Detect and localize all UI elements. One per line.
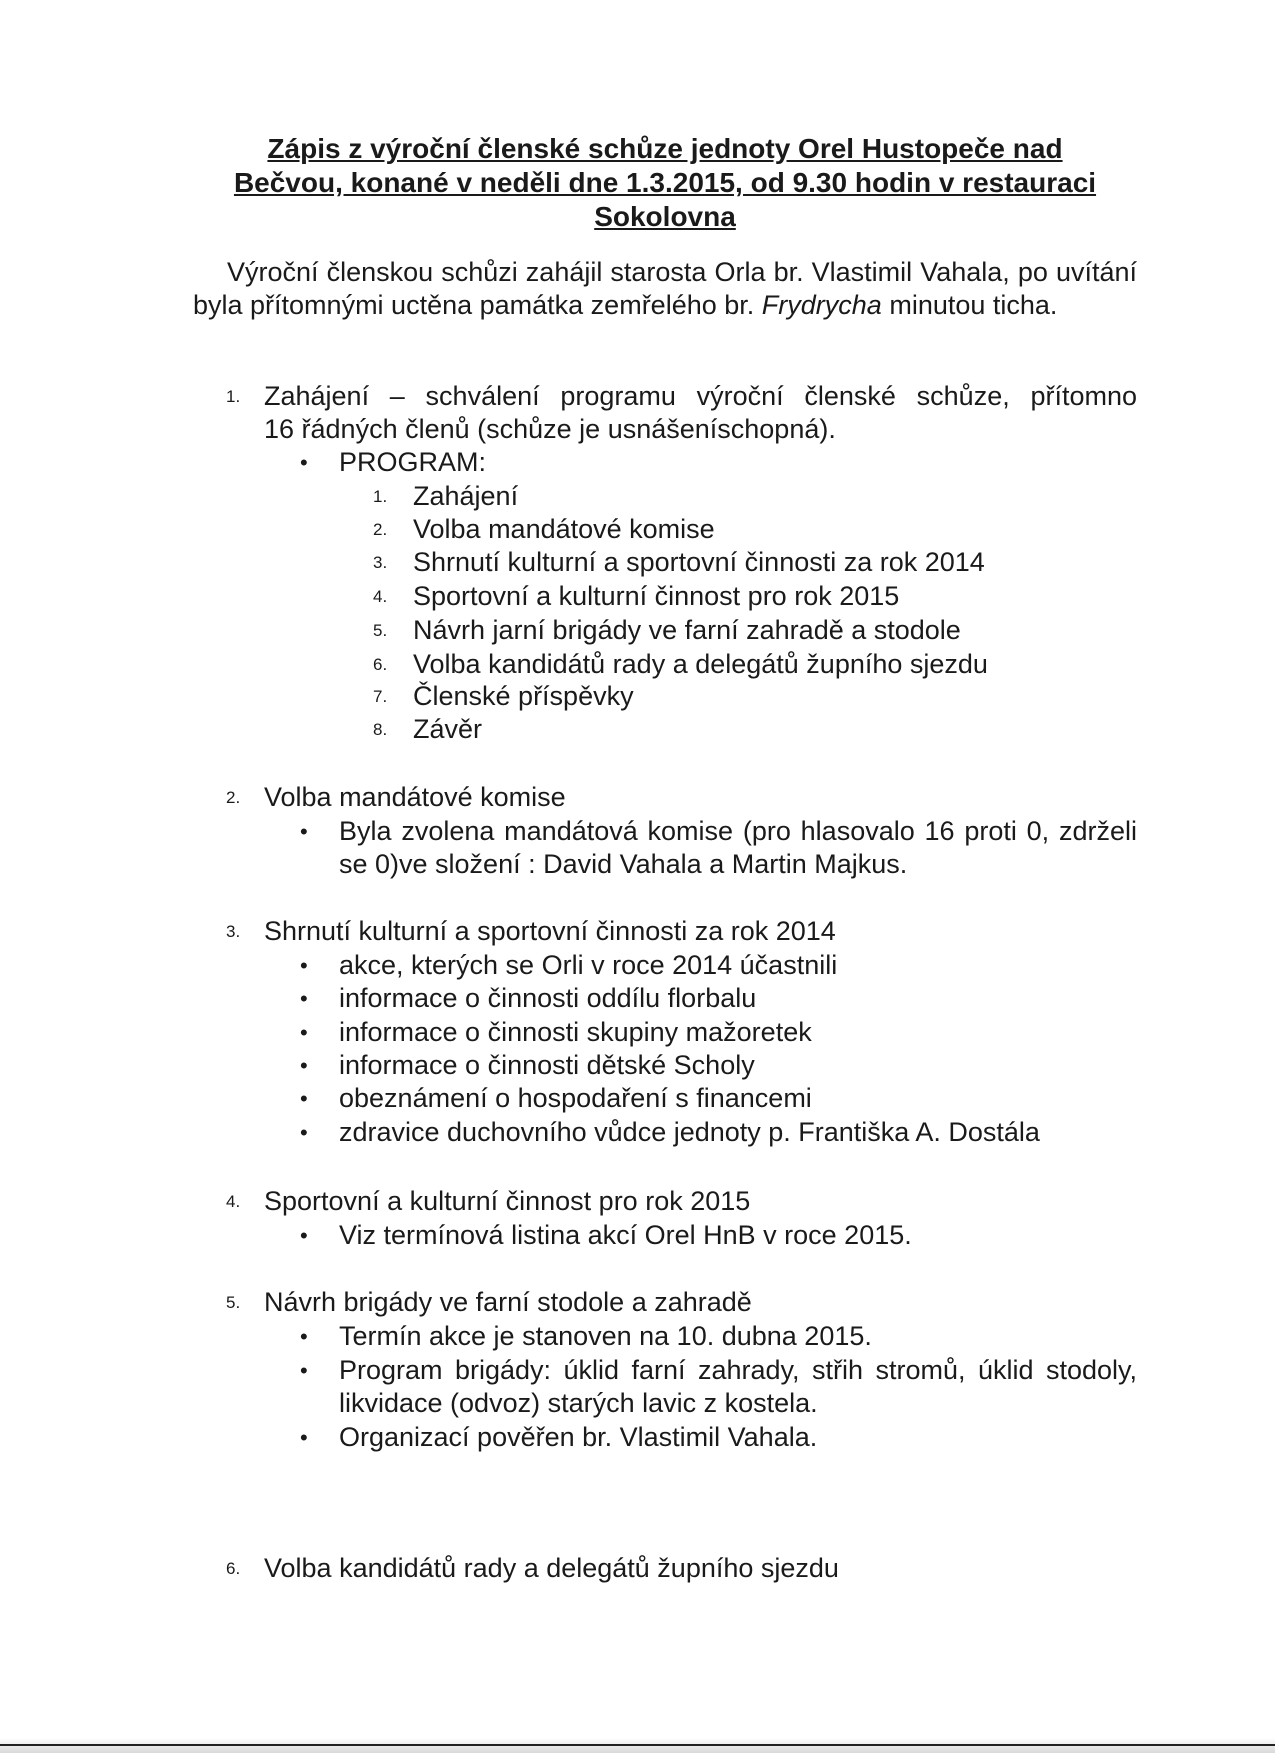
bullet-item: informace o činnosti oddílu florbalu [339, 983, 757, 1013]
bullet-item: Termín akce je stanoven na 10. dubna 2015. [339, 1321, 872, 1351]
program-item: Závěr [413, 714, 483, 744]
intro-text: Výroční členskou schůzi zahájil starosta Orla br. Vlastimil Vahala, po uvítání byla přítomnými uctěna památka zemřelého br. [193, 257, 1137, 320]
item-number: 2. [226, 788, 241, 807]
item-number: 3. [226, 922, 241, 941]
title-line-3: Sokolovna [594, 201, 736, 232]
item-number: 4. [226, 1192, 241, 1211]
title-line-1: Zápis z výroční členské schůze jednoty Orel Hustopeče nad [267, 133, 1063, 164]
bullet-dot: • [300, 986, 308, 1011]
scan-edge-line [0, 1744, 1275, 1746]
bullet-dot: • [300, 1425, 308, 1450]
program-item: Volba mandátové komise [413, 514, 715, 544]
item-title: Návrh brigády ve farní stodole a zahradě [264, 1287, 752, 1317]
bullet-item: informace o činnosti dětské Scholy [339, 1050, 755, 1080]
bullet-item: zdravice duchovního vůdce jednoty p. Františka A. Dostála [339, 1117, 1040, 1147]
program-number: 4. [373, 587, 388, 606]
title-line-2: Bečvou, konané v neděli dne 1.3.2015, od 9.30 hodin v restauraci [233, 167, 1097, 198]
intro-end: minutou ticha. [889, 290, 1058, 320]
program-number: 2. [373, 520, 388, 539]
bullet-dot: • [300, 953, 308, 978]
bullet-dot: • [300, 450, 308, 475]
bullet-dot: • [300, 819, 308, 844]
program-item: Návrh jarní brigády ve farní zahradě a stodole [413, 615, 961, 645]
item-1-line-1: Zahájení – schválení programu výroční členské schůze, přítomno [264, 381, 1137, 411]
program-number: 1. [373, 487, 388, 506]
bullet-dot: • [300, 1120, 308, 1145]
bullet-item: Organizací pověřen br. Vlastimil Vahala. [339, 1422, 818, 1452]
bullet-item: Byla zvolena mandátová komise (pro hlasovalo 16 proti 0, zdrželi se 0)ve složení : David Vahala a Martin Majkus. [339, 816, 1137, 879]
item-title: Volba mandátové komise [264, 782, 566, 812]
program-number: 5. [373, 621, 388, 640]
item-1-line-2: 16 řádných členů (schůze je usnášeníschopná). [264, 414, 836, 444]
program-item: Sportovní a kulturní činnost pro rok 2015 [413, 581, 900, 611]
program-label: PROGRAM: [339, 447, 487, 477]
program-number: 6. [373, 655, 388, 674]
item-number: 5. [226, 1293, 241, 1312]
program-number: 8. [373, 720, 388, 739]
bullet-item: Viz termínová listina akcí Orel HnB v roce 2015. [339, 1220, 912, 1250]
bullet-dot: • [300, 1324, 308, 1349]
item-number: 1. [226, 387, 241, 406]
bullet-dot: • [300, 1053, 308, 1078]
item-title: Sportovní a kulturní činnost pro rok 2015 [264, 1186, 751, 1216]
bullet-dot: • [300, 1020, 308, 1045]
program-item: Členské příspěvky [413, 681, 634, 711]
program-number: 3. [373, 553, 388, 572]
bullet-dot: • [300, 1223, 308, 1248]
program-item: Shrnutí kulturní a sportovní činnosti za rok 2014 [413, 547, 985, 577]
intro-paragraph [193, 256, 1137, 322]
bullet-item: obeznámení o hospodaření s financemi [339, 1083, 812, 1113]
item-number: 6. [226, 1559, 241, 1578]
intro-name: Frydrycha [761, 290, 882, 320]
bullet-item: Program brigády: úklid farní zahrady, střih stromů, úklid stodoly, likvidace (odvoz) starých lavic z kostela. [339, 1355, 1137, 1418]
bullet-item: informace o činnosti skupiny mažoretek [339, 1017, 812, 1047]
bullet-item: akce, kterých se Orli v roce 2014 účastnili [339, 950, 838, 980]
item-title: Volba kandidátů rady a delegátů župního sjezdu [264, 1553, 839, 1583]
program-item: Volba kandidátů rady a delegátů župního sjezdu [413, 649, 988, 679]
document-title [195, 132, 1135, 234]
bullet-dot: • [300, 1358, 308, 1383]
program-item: Zahájení [413, 481, 519, 511]
item-title: Shrnutí kulturní a sportovní činnosti za rok 2014 [264, 916, 836, 946]
bullet-dot: • [300, 1086, 308, 1111]
program-number: 7. [373, 687, 388, 706]
